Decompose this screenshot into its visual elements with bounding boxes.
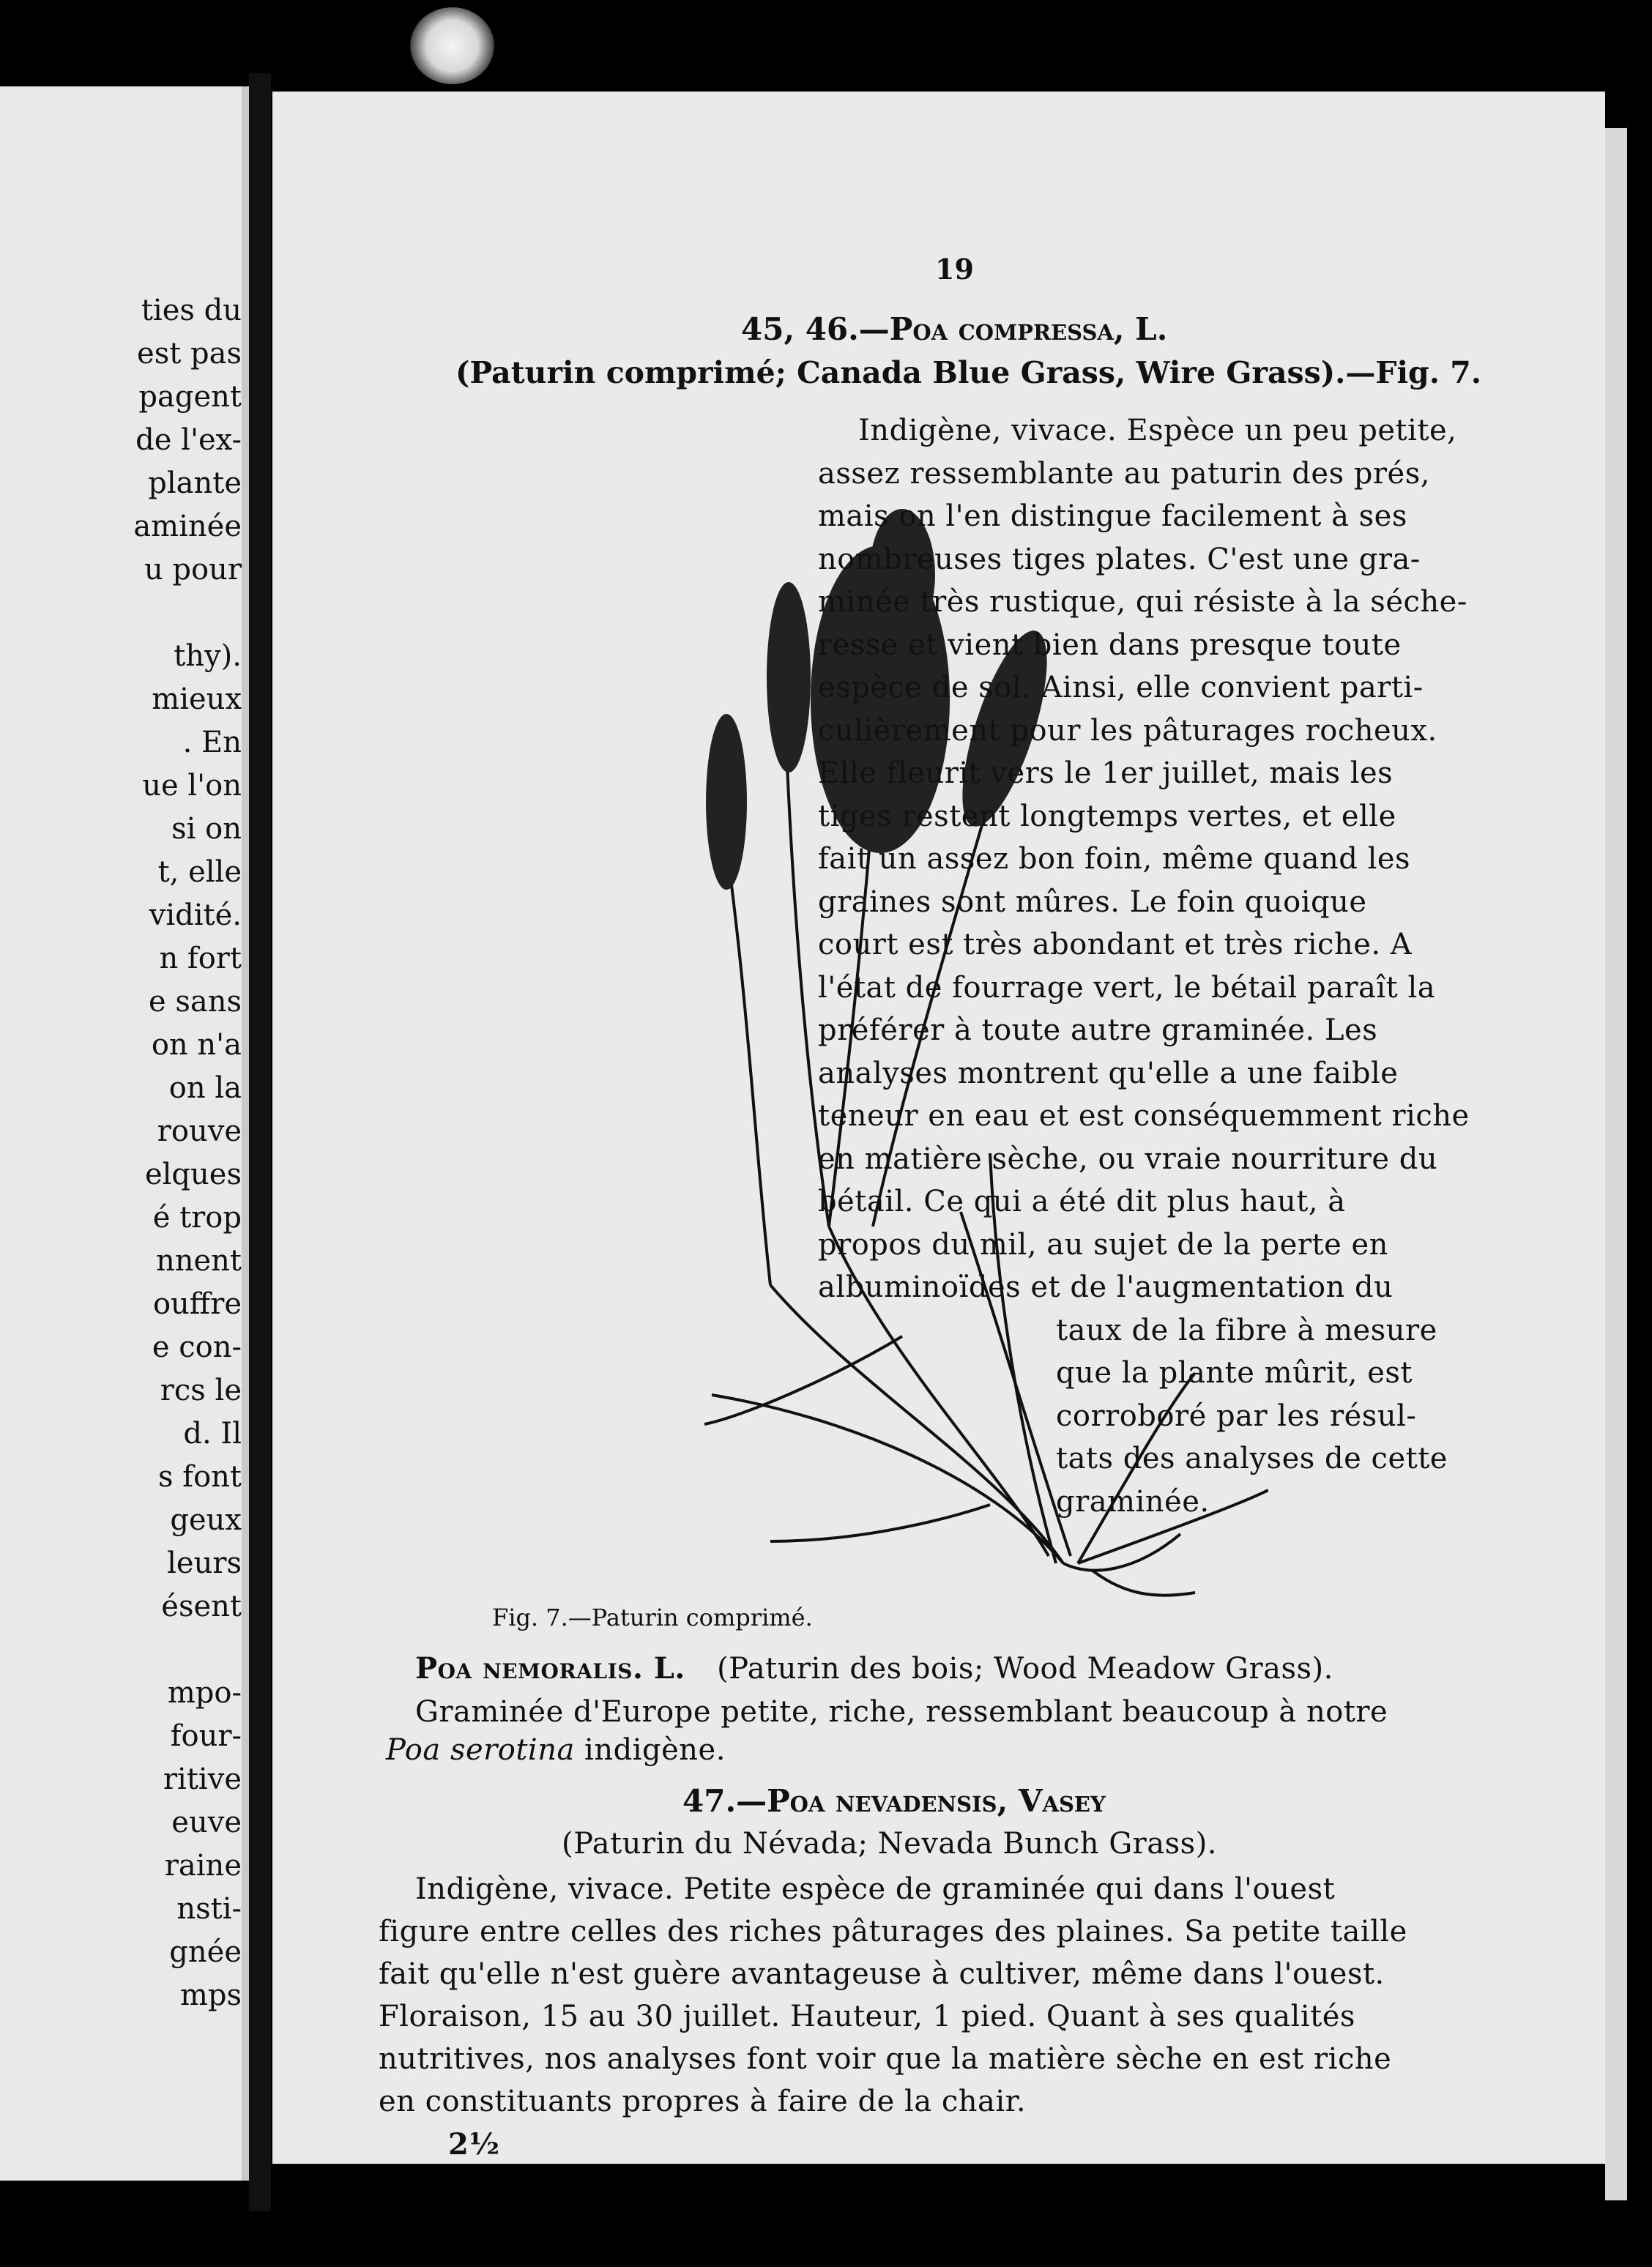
left-page-line: geux <box>170 1503 242 1537</box>
book-spine <box>249 73 271 2211</box>
left-page-line: est pas <box>137 337 242 371</box>
left-page-line: mpo- <box>167 1676 242 1710</box>
ink-smudge <box>410 7 494 84</box>
left-page-line: leurs <box>167 1546 242 1580</box>
left-page-line: aminée <box>133 510 242 543</box>
left-page-line: four- <box>170 1719 242 1753</box>
paragraph-line: en constituants propres à faire de la chair. <box>379 2085 1027 2118</box>
figure-caption: Fig. 7.—Paturin comprimé. <box>492 1604 813 1631</box>
paragraph-line: assez ressemblante au paturin des prés, <box>818 456 1430 491</box>
paragraph-line: analyses montrent qu'elle a une faible <box>818 1056 1399 1090</box>
left-page-edge <box>0 86 249 2181</box>
left-page-line: s font <box>158 1460 242 1494</box>
page-edge-shadow <box>1605 128 1627 2200</box>
paragraph-line: Elle fleurit vers le 1er juillet, mais les <box>818 756 1394 790</box>
paragraph-line: fait qu'elle n'est guère avantageuse à cultiver, même dans l'ouest. <box>379 1957 1385 1991</box>
left-page-line: nnent <box>155 1244 242 1278</box>
left-page-line: ue l'on <box>142 769 242 803</box>
paragraph-line: préférer à toute autre graminée. Les <box>818 1013 1378 1047</box>
paragraph-line: nutritives, nos analyses font voir que la matière sèche en est riche <box>379 2042 1392 2076</box>
nemoralis-text-line1: Graminée d'Europe petite, riche, ressemblant beaucoup à notre <box>415 1695 1388 1729</box>
paragraph-line: court est très abondant et très riche. A <box>818 928 1413 961</box>
poa-nemoralis-heading <box>415 1651 1333 1686</box>
heading-poa-compressa-sub: (Paturin comprimé; Canada Blue Grass, Wire Grass).—Fig. 7. <box>455 355 1482 390</box>
paragraph-line: graines sont mûres. Le foin quoique <box>818 885 1367 919</box>
left-page-line: ésent <box>161 1590 242 1623</box>
nemoralis-common-names: (Paturin des bois; Wood Meadow Grass). <box>717 1652 1333 1686</box>
paragraph-line: bétail. Ce qui a été dit plus haut, à <box>818 1185 1346 1218</box>
heading1-text: 45, 46.—Poa compressa, L. <box>741 311 1168 347</box>
left-page-line: elques <box>144 1158 242 1191</box>
paragraph-line: taux de la fibre à mesure <box>1056 1313 1437 1347</box>
left-page-line: vidité. <box>149 898 242 932</box>
paragraph-line: corroboré par les résul- <box>1056 1399 1417 1433</box>
left-page-line: mieux <box>152 682 242 716</box>
heading-poa-compressa <box>741 311 1167 347</box>
left-page-line: d. Il <box>183 1417 242 1451</box>
paragraph-line: graminée. <box>1056 1484 1210 1519</box>
left-page-line: ouffre <box>152 1287 242 1321</box>
left-page-line: pagent <box>138 380 242 414</box>
page-number: 19 <box>935 253 974 286</box>
left-page-line: u pour <box>144 553 242 587</box>
left-page-line: gnée <box>169 1935 242 1969</box>
left-page-line: é trop <box>152 1201 242 1235</box>
heading2-text: 47.—Poa nevadensis, Vasey <box>682 1783 1106 1819</box>
right-page <box>272 92 1605 2164</box>
paragraph-line: mais on l'en distingue facilement à ses <box>818 499 1407 533</box>
left-page-line: on n'a <box>151 1028 242 1062</box>
left-page-line: n fort <box>159 942 242 975</box>
left-page-line: thy). <box>174 639 242 673</box>
left-page-line: t, elle <box>157 855 242 889</box>
heading-poa-nevadensis <box>682 1783 1106 1819</box>
left-page-line: rcs le <box>160 1374 242 1407</box>
signature-mark: 2½ <box>448 2127 500 2162</box>
nemoralis-text-line2 <box>386 1733 726 1767</box>
heading-poa-nevadensis-sub: (Paturin du Névada; Nevada Bunch Grass). <box>562 1827 1218 1861</box>
paragraph-line: teneur en eau et est conséquemment riche <box>818 1099 1470 1133</box>
left-page-line: euve <box>171 1806 242 1839</box>
paragraph-line: albuminoïdes et de l'augmentation du <box>818 1270 1394 1304</box>
left-page-line: ritive <box>163 1762 242 1796</box>
paragraph-line: l'état de fourrage vert, le bétail paraît la <box>818 970 1436 1005</box>
left-page-line: rouve <box>157 1114 242 1148</box>
left-page-line: plante <box>148 466 242 500</box>
left-page-line: . En <box>182 726 242 759</box>
left-page-line: raine <box>164 1849 242 1883</box>
paragraph-line: espèce de sol. Ainsi, elle convient parti- <box>818 671 1424 704</box>
paragraph-line: Indigène, vivace. Espèce un peu petite, <box>858 414 1457 447</box>
paragraph-line: fait un assez bon foin, même quand les <box>818 842 1411 876</box>
left-page-line: ties du <box>141 294 242 327</box>
paragraph-line: resse et vient bien dans presque toute <box>818 628 1402 662</box>
left-page-line: e sans <box>148 985 242 1019</box>
paragraph-line: nombreuses tiges plates. C'est une gra- <box>818 542 1421 576</box>
left-page-line: mps <box>179 1978 242 2012</box>
paragraph-line: figure entre celles des riches pâturages des plaines. Sa petite taille <box>379 1915 1407 1948</box>
paragraph-line: en matière sèche, ou vraie nourriture du <box>818 1142 1438 1176</box>
paragraph-line: tats des analyses de cette <box>1056 1442 1448 1475</box>
paragraph-line: Floraison, 15 au 30 juillet. Hauteur, 1 pied. Quant à ses qualités <box>379 2000 1355 2033</box>
paragraph-line: Indigène, vivace. Petite espèce de graminée qui dans l'ouest <box>415 1872 1336 1906</box>
paragraph-line: propos du mil, au sujet de la perte en <box>818 1227 1388 1262</box>
left-page-line: e con- <box>152 1330 242 1364</box>
paragraph-line: culièrement pour les pâturages rocheux. <box>818 713 1437 748</box>
left-page-line: on la <box>168 1071 242 1105</box>
paragraph-line: tiges restent longtemps vertes, et elle <box>818 799 1396 833</box>
paragraph-line: minée très rustique, qui résiste à la séche- <box>818 585 1467 619</box>
left-page-line: si on <box>171 812 242 846</box>
left-page-line: de l'ex- <box>135 423 242 457</box>
nemoralis-text-rest: indigène. <box>574 1733 726 1767</box>
left-page-line: nsti- <box>176 1892 242 1926</box>
poa-serotina-italic: Poa serotina <box>386 1733 575 1767</box>
paragraph-line: que la plante mûrit, est <box>1056 1356 1413 1390</box>
nemoralis-name: Poa nemoralis. L. <box>415 1651 685 1686</box>
